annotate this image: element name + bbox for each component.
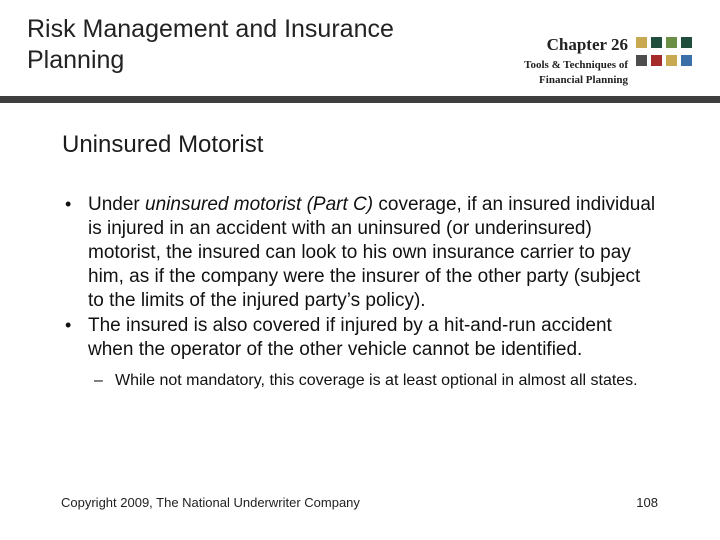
bullet-item-2 bbox=[60, 314, 660, 362]
square-row1-col1 bbox=[636, 37, 647, 48]
header-title-line-2: Planning bbox=[27, 46, 125, 74]
square-row2-col1 bbox=[636, 55, 647, 66]
header-divider bbox=[0, 96, 720, 103]
chapter-subtitle-line-1: Tools & Techniques of bbox=[524, 59, 628, 71]
bullet-list bbox=[60, 193, 660, 390]
sub-bullet-text: While not mandatory, this coverage is at least optional in almost all states. bbox=[115, 372, 638, 389]
header-title-line-1: Risk Management and Insurance bbox=[27, 15, 394, 43]
bullet-marker: • bbox=[65, 194, 72, 214]
bullet-1-rest: coverage, if an insured individual is injured in an accident with an uninsured (or underinsured) motorist, the insured can look to his own insurance carrier to pay him, as if the company were the insurer of the other party (subject to the limits of the injured party’s policy). bbox=[88, 194, 656, 311]
footer-copyright: Copyright 2009, The National Underwriter Company bbox=[61, 495, 360, 510]
sub-bullet-marker: – bbox=[94, 372, 103, 389]
bullet-marker: • bbox=[65, 315, 72, 335]
chapter-subtitle bbox=[408, 58, 628, 88]
decorative-squares bbox=[636, 37, 694, 72]
chapter-title: Chapter 26 bbox=[546, 35, 628, 54]
chapter-subtitle-line-2: Financial Planning bbox=[539, 74, 628, 86]
bullet-2-text: The insured is also covered if injured by a hit-and-run accident when the operator of the other vehicle cannot be identified. bbox=[88, 315, 612, 360]
bullet-item-1 bbox=[60, 193, 660, 313]
square-row1-col2 bbox=[651, 37, 662, 48]
sub-bullet-item bbox=[91, 371, 660, 390]
page-number: 108 bbox=[636, 495, 658, 510]
square-row1-col3 bbox=[666, 37, 677, 48]
square-row2-col2 bbox=[651, 55, 662, 66]
square-row1-col4 bbox=[681, 37, 692, 48]
slide-header-title bbox=[27, 14, 467, 76]
bullet-1-italic: uninsured motorist (Part C) bbox=[145, 194, 374, 215]
square-row2-col3 bbox=[666, 55, 677, 66]
section-heading: Uninsured Motorist bbox=[62, 131, 264, 158]
square-row2-col4 bbox=[681, 55, 692, 66]
chapter-block bbox=[408, 34, 628, 88]
bullet-1-lead: Under bbox=[88, 194, 146, 215]
